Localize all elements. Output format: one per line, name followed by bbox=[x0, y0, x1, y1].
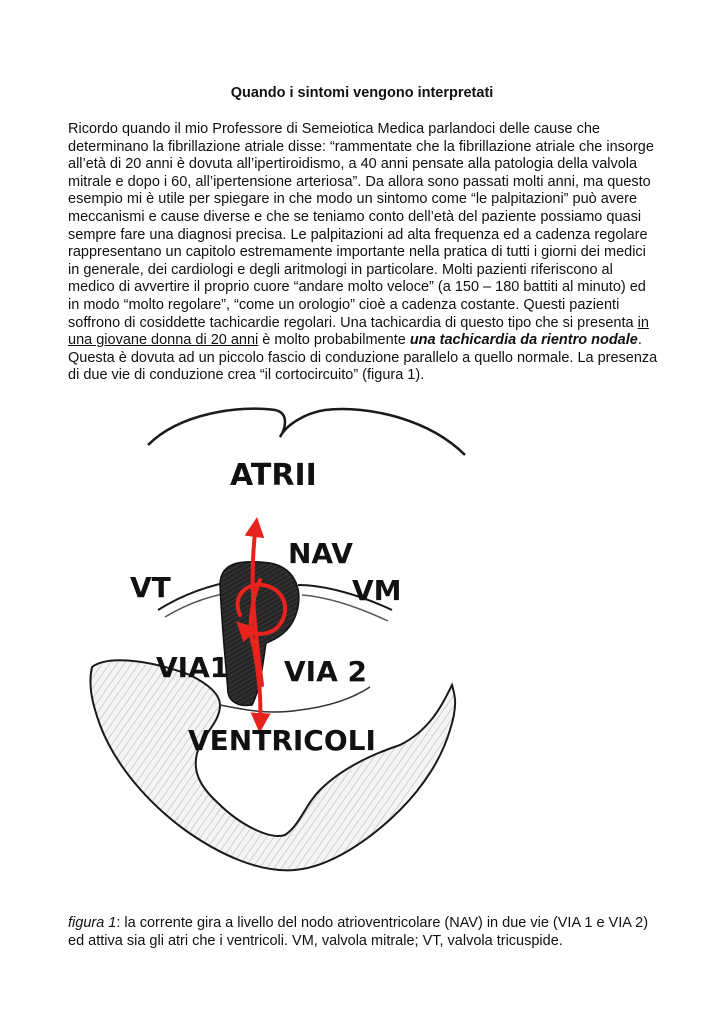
ventricles-outline bbox=[90, 660, 455, 870]
body-paragraph bbox=[68, 121, 660, 385]
label-via1: VIA1 bbox=[156, 651, 230, 684]
heart-conduction-figure bbox=[70, 385, 650, 905]
label-nav: NAV bbox=[288, 537, 353, 570]
page-title: Quando i sintomi vengono interpretati bbox=[230, 85, 494, 101]
label-vt: VT bbox=[130, 571, 171, 604]
label-vm: VM bbox=[352, 574, 402, 607]
caption-label: figura 1 bbox=[68, 915, 117, 931]
emphasis-phrase: una tachicardia da rientro nodale bbox=[409, 332, 638, 349]
label-via2: VIA 2 bbox=[284, 655, 367, 688]
figure-drawing bbox=[70, 385, 650, 905]
caption-text: : la corrente gira a livello del nodo atrioventricolare (NAV) in due vie (VIA 1 e VIA 2) ed attiva sia gli atri che i ventricoli. VM, valvola mitrale; VT, valvola tricuspide. bbox=[68, 915, 649, 949]
underlined-phrase: in una giovane donna di 20 anni bbox=[68, 314, 649, 349]
figure-caption bbox=[68, 915, 660, 950]
label-atrii: ATRII bbox=[230, 458, 317, 493]
label-ventricoli: VENTRICOLI bbox=[188, 724, 376, 757]
paragraph-text-2: è molto probabilmente bbox=[258, 332, 410, 349]
paragraph-text-3: . Questa è dovuta ad un piccolo fascio di conduzione parallelo a quello normale. La presenza di due vie di conduzione crea “il cortocircuito” (figura 1). bbox=[68, 332, 658, 384]
atria-outline bbox=[148, 409, 465, 455]
paragraph-text-1: Ricordo quando il mio Professore di Semeiotica Medica parlandoci delle cause che determinano la fibrillazione atriale disse: “rammentate che la fibrillazione atriale che insorge all’età di 20 anni è dovuta all’ipertiroidismo, a 40 anni pensate alla patologia della valvola mitrale e dopo i 60, all’ipertensione arteriosa”. Da allora sono passati molti anni, ma questo esempio mi è utile per spiegare in che modo un sintomo come “le palpitazioni” può avere meccanismi e cause diverse e che se teniamo conto dell’età del paziente possiamo quasi sempre fare una diagnosi precisa. Le palpitazioni ad alta frequenza ed a cadenza regolare rappresentano un capitolo estremamente importante nella pratica di tutti i giorni dei medici in generale, dei cardiologi e degli aritmologi in particolare. Molti pazienti riferiscono al medico di avvertire il proprio cuore “andare molto veloce” (a 150 – 180 battiti al minuto) ed in modo “molto regolare”, “come un orologio” cioè a cadenza costante. Questi pazienti soffrono di cosiddette tachicardie regolari. Una tachicardia di questo tipo che si presenta bbox=[68, 121, 654, 331]
